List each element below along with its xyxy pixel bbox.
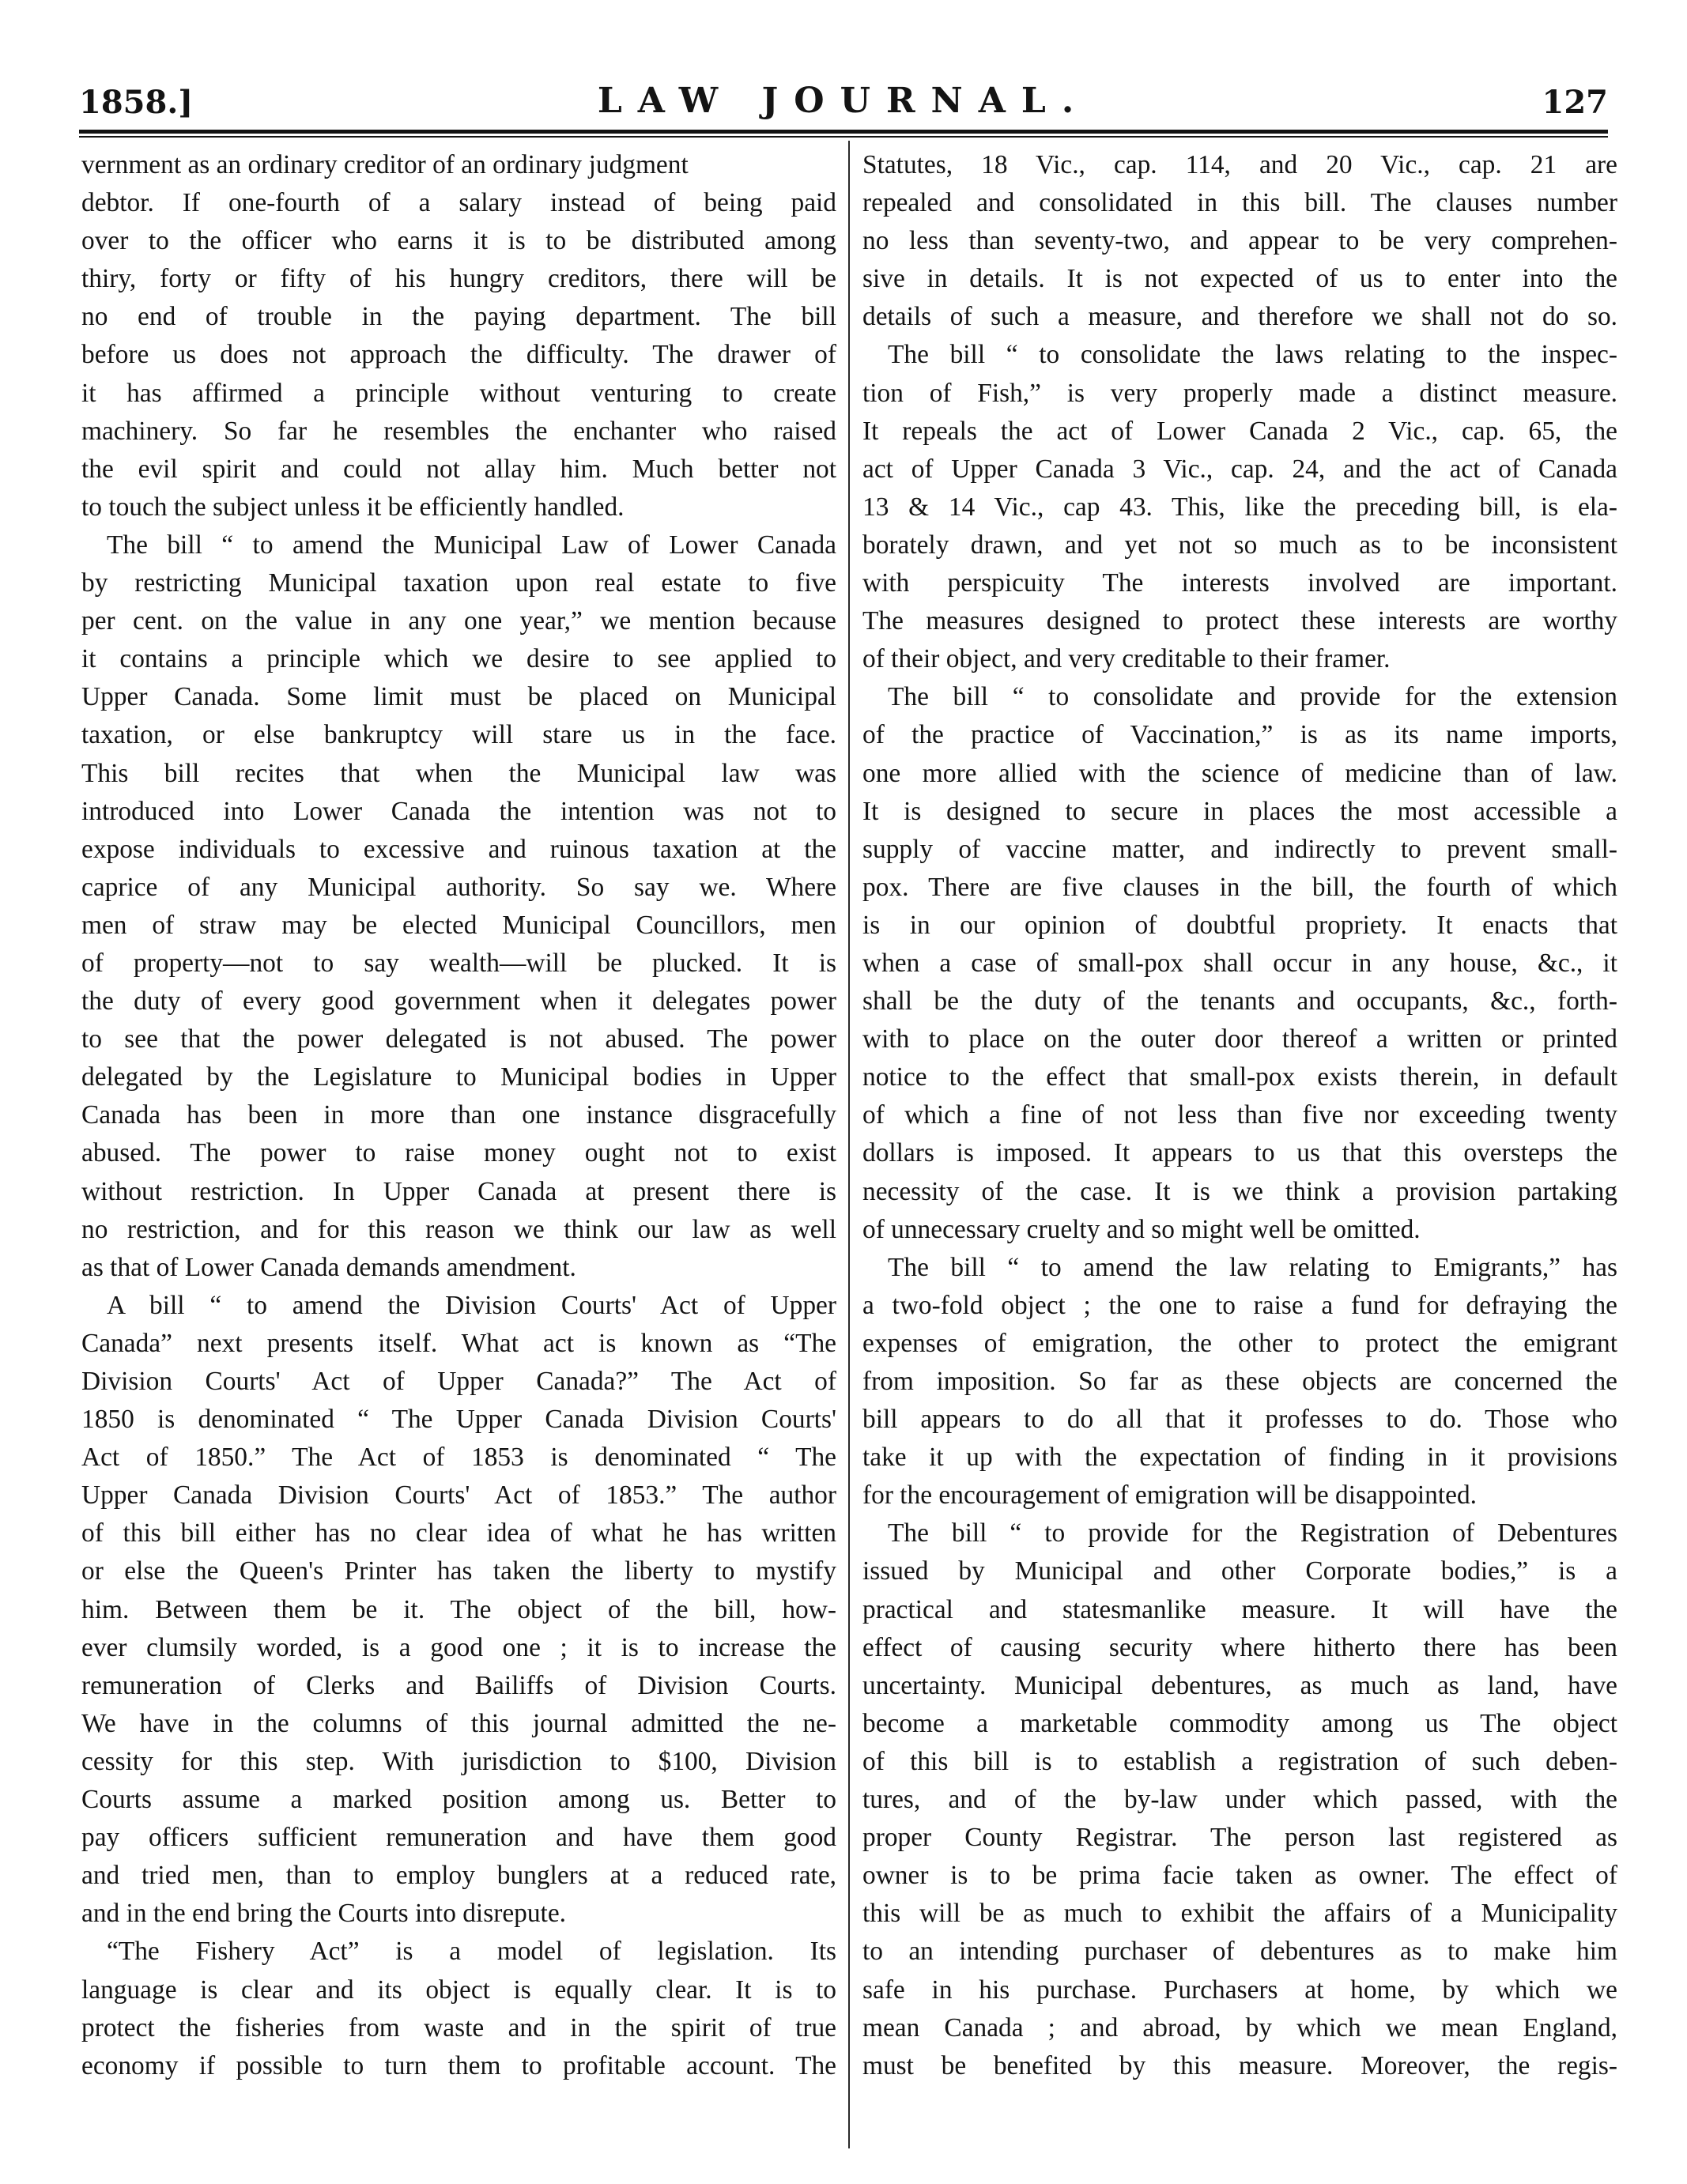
text-line: shall be the duty of the tenants and occupants, &c., forth- (862, 986, 1617, 1017)
running-header (79, 77, 1608, 125)
text-line: Canada has been in more than one instance disgracefully (81, 1100, 836, 1130)
text-line: act of Upper Canada 3 Vic., cap. 24, and the act of Canada (862, 454, 1617, 484)
text-line: proper County Registrar. The person last registered as (862, 1823, 1617, 1853)
text-line: to an intending purchaser of debentures as to make him (862, 1937, 1617, 1967)
text-line: thiry, forty or fifty of his hungry creditors, there will be (81, 264, 836, 294)
text-line: sive in details. It is not expected of us to enter into the (862, 264, 1617, 294)
text-line: delegated by the Legislature to Municipal bodies in Upper (81, 1062, 836, 1092)
text-line: over to the officer who earns it is to be distributed among (81, 226, 836, 256)
page-number: 127 (1542, 84, 1608, 121)
text-line: pay officers sufficient remuneration and have them good (81, 1823, 836, 1853)
text-line: of this bill either has no clear idea of what he has written (81, 1518, 836, 1548)
text-line: mean Canada ; and abroad, by which we mean England, (862, 2012, 1617, 2043)
text-line: It is designed to secure in places the most accessible a (862, 796, 1617, 826)
text-line: with perspicuity The interests involved are important. (862, 568, 1617, 598)
text-line: ever clumsily worded, is a good one ; it is to increase the (81, 1632, 836, 1662)
text-line: uncertainty. Municipal debentures, as much as land, have (862, 1670, 1617, 1700)
text-line: The measures designed to protect these interests are worthy (862, 606, 1617, 636)
right-column (862, 146, 1617, 2085)
text-line: bill appears to do all that it professes to do. Those who (862, 1405, 1617, 1435)
text-line: is in our opinion of doubtful propriety. It enacts that (862, 910, 1617, 940)
text-line: expenses of emigration, the other to protect the emigrant (862, 1328, 1617, 1358)
text-line: for the encouragement of emigration will be disappointed. (862, 1481, 1478, 1511)
text-line: and tried men, than to employ bunglers at a reduced rate, (81, 1861, 836, 1891)
text-line: of their object, and very creditable to their framer. (862, 644, 1391, 674)
text-line: of unnecessary cruelty and so might well be omitted. (862, 1214, 1421, 1244)
text-line: remuneration of Clerks and Bailiffs of Division Courts. (81, 1670, 836, 1700)
text-line: by restricting Municipal taxation upon real estate to five (81, 568, 836, 598)
text-line: Canada” next presents itself. What act is known as “The (81, 1328, 836, 1358)
text-line: We have in the columns of this journal admitted the ne- (81, 1708, 836, 1738)
text-line: supply of vaccine matter, and indirectly to prevent small- (862, 834, 1617, 864)
text-line: details of such a measure, and therefore we shall not do so. (862, 302, 1617, 332)
journal-title: LAW JOURNAL. (597, 81, 1090, 121)
text-line: no less than seventy-two, and appear to be very comprehen- (862, 226, 1617, 256)
text-line: notice to the effect that small-pox exists therein, in default (862, 1062, 1617, 1092)
text-line: borately drawn, and yet not so much as to be inconsistent (862, 530, 1617, 560)
text-line: of which a fine of not less than five nor exceeding twenty (862, 1100, 1617, 1130)
text-line: without restriction. In Upper Canada at present there is (81, 1176, 836, 1206)
text-line: economy if possible to turn them to profitable account. The (81, 2050, 836, 2080)
text-line: Upper Canada Division Courts' Act of 1853.” The author (81, 1481, 836, 1511)
text-line: or else the Queen's Printer has taken the liberty to mystify (81, 1556, 836, 1586)
text-line: this will be as much to exhibit the affairs of a Municipality (862, 1899, 1617, 1929)
text-line: safe in his purchase. Purchasers at home, by which we (862, 1975, 1617, 2005)
text-line: and in the end bring the Courts into disrepute. (81, 1899, 566, 1929)
text-line: must be benefited by this measure. Moreover, the regis- (862, 2050, 1617, 2080)
text-line: tion of Fish,” is very properly made a distinct measure. (862, 378, 1617, 408)
text-line: the evil spirit and could not allay him. Much better not (81, 454, 836, 484)
text-line: The bill “ to provide for the Registration of Debentures (888, 1518, 1617, 1548)
text-line: practical and statesmanlike measure. It will have the (862, 1594, 1617, 1624)
text-line: issued by Municipal and other Corporate bodies,” is a (862, 1556, 1617, 1586)
column-divider (848, 141, 850, 2148)
text-line: men of straw may be elected Municipal Councillors, men (81, 910, 836, 940)
text-line: dollars is imposed. It appears to us that this oversteps the (862, 1138, 1617, 1168)
text-line: from imposition. So far as these objects are concerned the (862, 1367, 1617, 1396)
text-line: a two-fold object ; the one to raise a fund for defraying the (862, 1290, 1617, 1320)
text-line: to touch the subject unless it be efficiently handled. (81, 492, 625, 522)
text-line: The bill “ to amend the Municipal Law of Lower Canada (107, 530, 836, 560)
text-line: A bill “ to amend the Division Courts' Act of Upper (107, 1290, 836, 1320)
text-line: Division Courts' Act of Upper Canada?” The Act of (81, 1367, 836, 1396)
text-line: expose individuals to excessive and ruinous taxation at the (81, 834, 836, 864)
text-line: necessity of the case. It is we think a provision partaking (862, 1176, 1617, 1206)
text-line: cessity for this step. With jurisdiction to $100, Division (81, 1746, 836, 1776)
text-line: owner is to be prima facie taken as owner. The effect of (862, 1861, 1617, 1891)
text-line: take it up with the expectation of finding in it provisions (862, 1443, 1617, 1473)
text-line: protect the fisheries from waste and in the spirit of true (81, 2012, 836, 2043)
text-line: The bill “ to amend the law relating to Emigrants,” has (888, 1252, 1617, 1282)
text-line: become a marketable commodity among us The object (862, 1708, 1617, 1738)
text-line: effect of causing security where hitherto there has been (862, 1632, 1617, 1662)
text-line: per cent. on the value in any one year,” we mention because (81, 606, 836, 636)
text-line: of the practice of Vaccination,” is as its name imports, (862, 720, 1617, 750)
text-line: him. Between them be it. The object of the bill, how- (81, 1594, 836, 1624)
text-line: when a case of small-pox shall occur in any house, &c., it (862, 948, 1617, 978)
text-line: it has affirmed a principle without venturing to create (81, 378, 836, 408)
text-line: no restriction, and for this reason we think our law as well (81, 1214, 836, 1244)
text-line: to see that the power delegated is not abused. The power (81, 1024, 836, 1054)
text-line: it contains a principle which we desire to see applied to (81, 644, 836, 674)
text-line: one more allied with the science of medicine than of law. (862, 758, 1617, 788)
text-line: language is clear and its object is equally clear. It is to (81, 1975, 836, 2005)
text-line: of this bill is to establish a registration of such deben- (862, 1746, 1617, 1776)
header-rule-thin (79, 136, 1608, 138)
text-line: It repeals the act of Lower Canada 2 Vic., cap. 65, the (862, 416, 1617, 446)
text-line: repealed and consolidated in this bill. The clauses number (862, 188, 1617, 218)
text-line: caprice of any Municipal authority. So say we. Where (81, 872, 836, 902)
header-rule-thick (79, 130, 1608, 134)
text-line: machinery. So far he resembles the enchanter who raised (81, 416, 836, 446)
text-line: before us does not approach the difficulty. The drawer of (81, 340, 836, 370)
text-line: Courts assume a marked position among us. Better to (81, 1785, 836, 1815)
text-line: with to place on the outer door thereof a written or printed (862, 1024, 1617, 1054)
text-line: no end of trouble in the paying department. The bill (81, 302, 836, 332)
text-line: taxation, or else bankruptcy will stare us in the face. (81, 720, 836, 750)
text-line: introduced into Lower Canada the intention was not to (81, 796, 836, 826)
text-line: debtor. If one-fourth of a salary instead of being paid (81, 188, 836, 218)
text-line: vernment as an ordinary creditor of an ordinary judgment (81, 150, 689, 179)
text-line: 1850 is denominated “ The Upper Canada Division Courts' (81, 1405, 836, 1435)
text-line: Act of 1850.” The Act of 1853 is denominated “ The (81, 1443, 836, 1473)
text-line: Statutes, 18 Vic., cap. 114, and 20 Vic., cap. 21 are (862, 150, 1617, 179)
text-line: tures, and of the by-law under which passed, with the (862, 1785, 1617, 1815)
text-line: of property—not to say wealth—will be plucked. It is (81, 948, 836, 978)
text-line: pox. There are five clauses in the bill, the fourth of which (862, 872, 1617, 902)
text-line: This bill recites that when the Municipal law was (81, 758, 836, 788)
text-line: abused. The power to raise money ought not to exist (81, 1138, 836, 1168)
header-year: 1858.] (79, 84, 194, 121)
left-column (81, 146, 836, 2085)
text-line: “The Fishery Act” is a model of legislation. Its (107, 1937, 836, 1967)
text-line: 13 & 14 Vic., cap 43. This, like the preceding bill, is ela- (862, 492, 1617, 522)
text-line: The bill “ to consolidate the laws relating to the inspec- (888, 340, 1617, 370)
text-line: the duty of every good government when it delegates power (81, 986, 836, 1017)
text-line: as that of Lower Canada demands amendment. (81, 1252, 576, 1282)
text-line: The bill “ to consolidate and provide for the extension (888, 682, 1617, 712)
text-line: Upper Canada. Some limit must be placed on Municipal (81, 682, 836, 712)
